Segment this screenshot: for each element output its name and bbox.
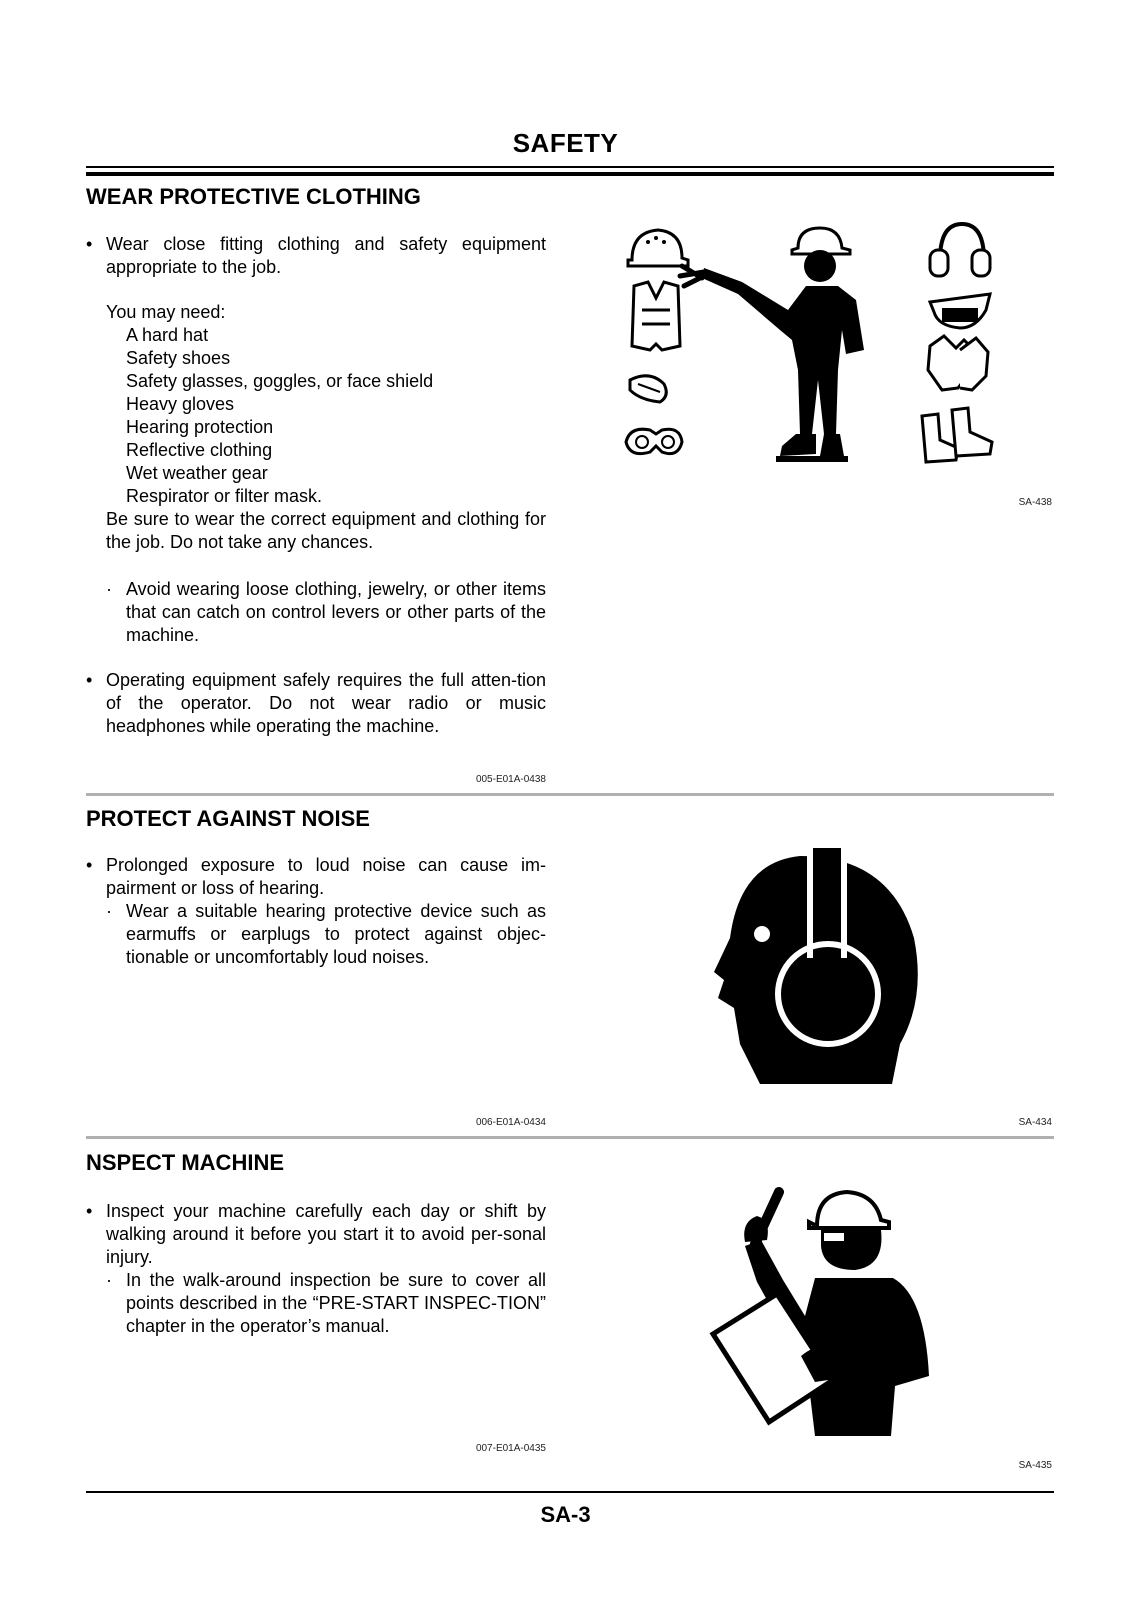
sub-bullet-loose-clothing	[106, 578, 546, 647]
equipment-list	[126, 324, 433, 508]
bullet-text: Prolonged exposure to loud noise can cause im-pairment or loss of hearing.	[106, 855, 546, 898]
list-item: Respirator or filter mask.	[126, 486, 323, 506]
bullet-dot: •	[86, 1201, 93, 1221]
bullet-text: Wear close fitting clothing and safety equipment appropriate to the job.	[106, 234, 546, 277]
list-item: Reflective clothing	[126, 440, 273, 460]
list-item: Wet weather gear	[126, 463, 268, 483]
reflective-vest-icon	[632, 282, 680, 350]
list-item: Safety shoes	[126, 348, 231, 368]
figure-code: SA-438	[1018, 497, 1052, 508]
sub-bullet-text: Avoid wearing loose clothing, jewelry, or other items that can catch on control levers or other parts of the machine.	[126, 579, 546, 645]
bullet-text: Inspect your machine carefully each day or shift by walking around it before you start it to avoid per-sonal injury.	[106, 1201, 546, 1267]
list-item: A hard hat	[126, 325, 209, 345]
section-title-inspect-machine: NSPECT MACHINE	[86, 1150, 285, 1175]
earmuffs-icon	[930, 224, 990, 276]
bullet-inspect-daily	[86, 1200, 546, 1269]
worker-figure-icon	[680, 228, 864, 462]
sub-bullet-dot: ·	[106, 901, 112, 921]
section-code: 005-E01A-0438	[475, 774, 546, 785]
goggles-icon	[626, 429, 682, 453]
inspector-illustration	[705, 1186, 935, 1436]
head-with-earmuffs-icon	[714, 848, 918, 1084]
bullet-loud-noise	[86, 854, 546, 900]
sub-bullet-walk-around	[106, 1269, 546, 1338]
you-may-need-label: You may need:	[106, 302, 226, 322]
footer-rule	[86, 1491, 1054, 1493]
page-header-title: SAFETY	[512, 128, 619, 158]
bullet-text: Operating equipment safely requires the full atten-tion of the operator. Do not wear radio or music headphones while operating the machine.	[106, 670, 546, 736]
inspector-with-clipboard-icon	[713, 1192, 929, 1436]
safety-boots-icon	[922, 408, 992, 462]
protective-gear-illustration	[620, 220, 1020, 485]
section-code: 006-E01A-0434	[475, 1117, 546, 1128]
section-code: 007-E01A-0435	[475, 1443, 546, 1454]
section-title-noise: PROTECT AGAINST NOISE	[86, 806, 370, 831]
sub-bullet-text: In the walk-around inspection be sure to cover all points described in the “PRE-START INSPEC-TION” chapter in the operator’s manual.	[126, 1270, 546, 1336]
bullet-operating-safely	[86, 669, 546, 738]
bullet-dot: •	[86, 855, 93, 875]
respirator-mask-icon	[930, 294, 990, 328]
hard-hat-icon	[628, 230, 688, 266]
list-item: Heavy gloves	[126, 394, 235, 414]
be-sure-paragraph: Be sure to wear the correct equipment and clothing for the job. Do not take any chances.	[106, 509, 546, 552]
page-number: SA-3	[540, 1502, 591, 1527]
gloves-icon	[928, 336, 988, 390]
bullet-dot: •	[86, 234, 93, 254]
sub-bullet-text: Wear a suitable hearing protective device such as earmuffs or earplugs to protect against objec-tionable or uncomfortably loud noises.	[126, 901, 546, 967]
header-rule-thick	[86, 172, 1054, 176]
sub-bullet-dot: ·	[106, 579, 112, 599]
figure-code: SA-435	[1018, 1460, 1052, 1471]
section-divider	[86, 793, 1054, 796]
list-item: Hearing protection	[126, 417, 274, 437]
list-item: Safety glasses, goggles, or face shield	[126, 371, 434, 391]
earplugs-icon	[630, 376, 666, 402]
bullet-dot: •	[86, 670, 93, 690]
hearing-protection-illustration	[700, 848, 940, 1088]
figure-code: SA-434	[1018, 1117, 1052, 1128]
header-rule-thin	[86, 166, 1054, 168]
sub-bullet-dot: ·	[106, 1270, 112, 1290]
section-title-protective-clothing: WEAR PROTECTIVE CLOTHING	[86, 184, 421, 209]
bullet-wear-clothing	[86, 233, 546, 279]
section-divider	[86, 1136, 1054, 1139]
sub-bullet-hearing-device	[106, 900, 546, 969]
